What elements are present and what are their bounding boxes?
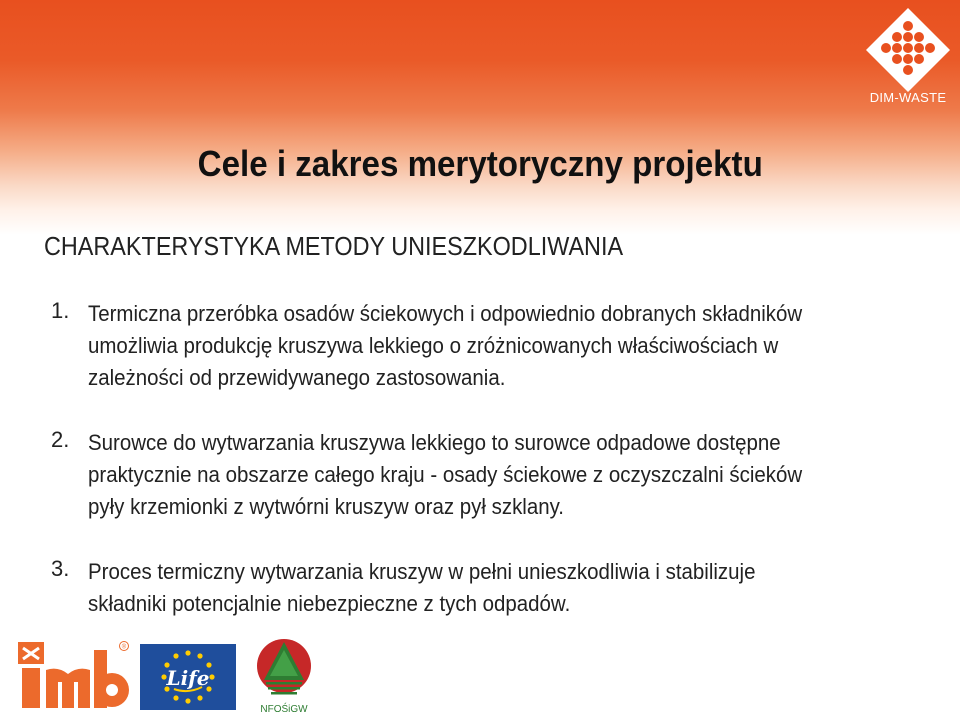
list-item-line: Surowce do wytwarzania kruszywa lekkiego to surowce odpadowe dostępne — [88, 430, 781, 455]
list-item-line: praktycznie na obszarze całego kraju - osady ściekowe z oczyszczalni ścieków — [88, 462, 803, 487]
dim-waste-diamond-icon — [864, 6, 952, 94]
registered-mark: ® — [121, 644, 127, 651]
nfosigw-logo-text: NFOŚiGW — [260, 704, 308, 715]
eu-life-logo — [140, 644, 236, 715]
nfosigw-logo — [252, 636, 316, 721]
list-item-text — [88, 298, 948, 394]
list-item-line: składniki potencjalnie niebezpieczne z tych odpadów. — [88, 591, 571, 616]
list-item-line: pyły krzemionki z wytwórni kruszyw oraz pył szklany. — [88, 494, 565, 519]
list-item-text — [88, 427, 948, 523]
list-item-line: umożliwia produkcję kruszywa lekkiego o zróżnicowanych właściwościach w — [88, 333, 779, 358]
life-logo-text: Life — [166, 666, 210, 690]
footer-logos — [0, 630, 960, 717]
section-subtitle: CHARAKTERYSTYKA METODY UNIESZKODLIWANIA — [44, 231, 624, 261]
list-item-line: zależności od przewidywanego zastosowania. — [88, 365, 506, 390]
list-item-line: Termiczna przeróbka osadów ściekowych i odpowiednio dobranych składników — [88, 301, 803, 326]
nfosigw-emblem-icon — [252, 636, 316, 716]
list-item-number: 3. — [51, 556, 70, 581]
list-item-line: Proces termiczny wytwarzania kruszyw w pełni unieszkodliwia i stabilizuje — [88, 559, 756, 584]
eu-flag-life-icon — [140, 644, 236, 710]
imb-logo-icon — [16, 640, 130, 712]
dim-waste-logo — [858, 6, 958, 110]
header-band — [0, 0, 960, 235]
list-item-number: 2. — [51, 427, 70, 452]
imb-logo — [16, 640, 130, 717]
brand-name: DIM-WASTE — [869, 90, 947, 105]
list-item-number: 1. — [51, 298, 70, 323]
list-item-text — [88, 556, 948, 620]
page-title: Cele i zakres merytoryczny projektu — [197, 143, 763, 184]
